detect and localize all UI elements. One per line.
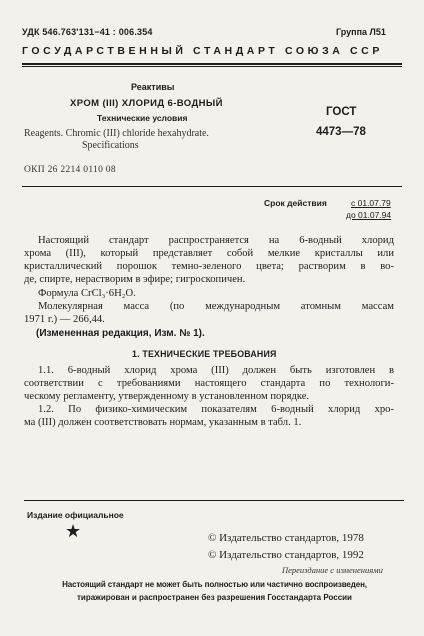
- star-icon: ★: [65, 521, 82, 541]
- group-label: Группа Л51: [336, 27, 386, 37]
- reagents-label: Реактивы: [131, 82, 175, 92]
- validity-to: до 01.07.94: [346, 210, 392, 220]
- mass-line-1: Молекулярная масса (по международным атомным массам: [38, 301, 394, 312]
- formula-line: Формула CrCl₃·6H₂O.: [38, 288, 136, 299]
- clause-1-2: [38, 403, 394, 416]
- english-title-line2: Specifications: [82, 140, 139, 151]
- clause-1-1-cont: [24, 377, 394, 403]
- footer-rule: [24, 500, 404, 501]
- clause-1-1-line-1: 1.1. 6-водный хлорид хрома (III) должен быть изготовлен в: [38, 365, 394, 376]
- intro-paragraph: [38, 234, 394, 247]
- copyright-notice-line2: тиражирован и распространен без разрешения Госстандарта России: [77, 593, 352, 602]
- validity-from: с 01.07.79: [351, 198, 391, 208]
- document-subtitle: Технические условия: [97, 113, 188, 123]
- okp-code: ОКП 26 2214 0110 08: [24, 165, 116, 175]
- clause-1-1-line-3: ческому регламенту, утвержденному в установленном порядке.: [24, 391, 310, 402]
- validity-label: Срок действия: [264, 198, 327, 208]
- standard-name: ГОСУДАРСТВЕННЫЙ СТАНДАРТ СОЮЗА ССР: [22, 45, 383, 57]
- clause-1-2-line-2: ма (III) должен соответствовать нормам, указанным в табл. 1.: [24, 417, 302, 428]
- clause-1-1: [38, 364, 394, 377]
- reprint-note: Переиздание с изменениями: [282, 565, 383, 575]
- copyright-1992: © Издательство стандартов, 1992: [208, 549, 364, 561]
- mass-paragraph: [38, 300, 394, 313]
- english-title-line1: Reagents. Chromic (III) chloride hexahydrate.: [24, 128, 209, 139]
- document-title: ХРОМ (III) ХЛОРИД 6-ВОДНЫЙ: [70, 98, 223, 109]
- intro-line-1: Настоящий стандарт распространяется на 6-водный хлорид: [38, 235, 394, 246]
- udk-code: УДК 546.763'131−41 : 006.354: [22, 27, 153, 37]
- header-rule-top: [22, 63, 402, 65]
- official-edition: Издание официальное: [27, 510, 124, 520]
- gost-number: 4473—78: [316, 126, 366, 138]
- mass-line-2: 1971 г.) — 266,44.: [24, 314, 105, 325]
- gost-label: ГОСТ: [326, 106, 357, 118]
- intro-line-2: хрома (III), который представляет собой мелкие кристаллы или: [24, 248, 394, 259]
- okp-rule: [22, 186, 402, 187]
- intro-paragraph-cont: [24, 247, 394, 286]
- intro-line-4: де, спирте, нерастворим в эфире; гигроскопичен.: [24, 274, 246, 285]
- clause-1-1-line-2: соответствии с требованиями настоящего стандарта по технологи-: [24, 378, 394, 389]
- copyright-notice-line1: Настоящий стандарт не может быть полностью или частично воспроизведен,: [62, 580, 367, 589]
- header-rule-bottom: [22, 66, 402, 67]
- clause-1-2-line-1: 1.2. По физико-химическим показателям 6-водный хлорид хро-: [38, 404, 394, 415]
- section-heading: 1. ТЕХНИЧЕСКИЕ ТРЕБОВАНИЯ: [132, 349, 277, 359]
- copyright-1978: © Издательство стандартов, 1978: [208, 532, 364, 544]
- intro-line-3: кристаллический порошок темно-зеленого цвета; растворим в во-: [24, 261, 394, 272]
- revision-note: (Измененная редакция, Изм. № 1).: [36, 328, 205, 339]
